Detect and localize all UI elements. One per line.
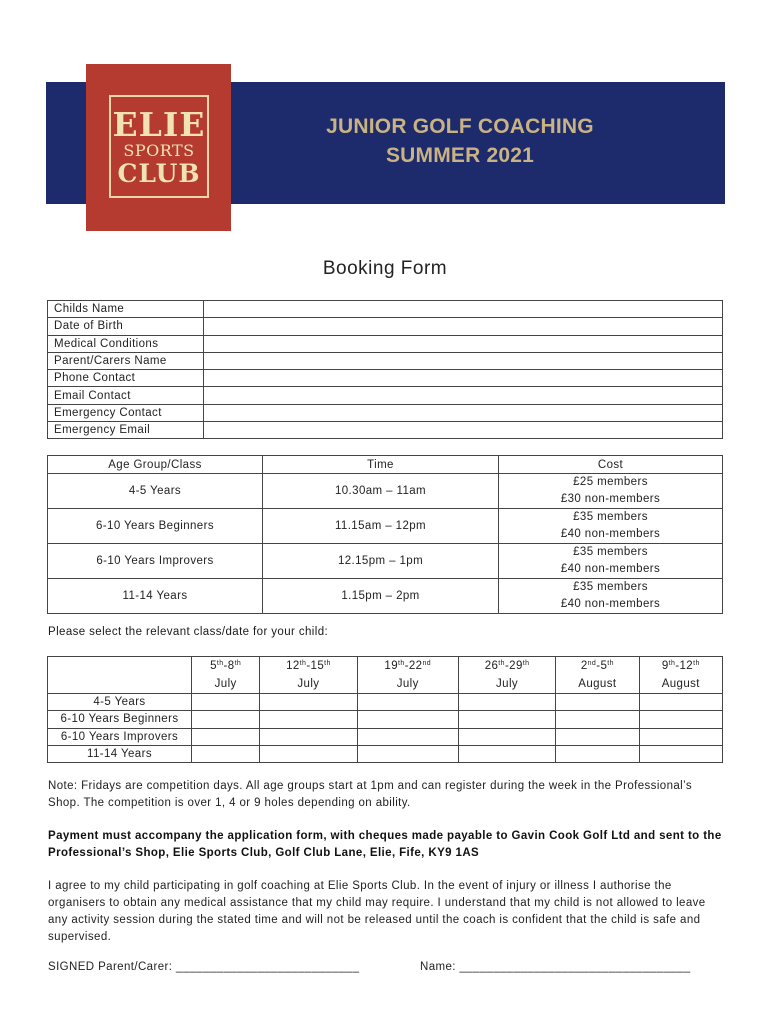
date-separator: -: [596, 660, 601, 672]
date-separator: -: [223, 660, 228, 672]
detail-row: [48, 335, 723, 352]
date-select-cell[interactable]: [556, 728, 639, 745]
date-end-suffix: th: [234, 660, 242, 667]
class-cost: [499, 474, 723, 509]
date-range: [260, 657, 356, 675]
date-column-header: [192, 657, 260, 694]
detail-row: [48, 301, 723, 318]
date-selection-row: [48, 694, 723, 711]
competition-note: Note: Fridays are competition days. All age groups start at 1pm and can register during the week in the Professional’s Shop. The competition is over 1, 4 or 9 holes depending on ability.: [48, 780, 693, 809]
detail-label: Childs Name: [48, 301, 204, 318]
date-end-suffix: th: [324, 660, 331, 667]
date-end-day: 29: [509, 660, 523, 672]
detail-input-field[interactable]: [204, 387, 723, 404]
header-time: Time: [263, 456, 499, 474]
date-separator: -: [675, 660, 680, 672]
title-line-1: JUNIOR GOLF COACHING: [326, 115, 594, 138]
detail-label: Email Contact: [48, 387, 204, 404]
class-schedule-table: [47, 455, 723, 614]
detail-input-field[interactable]: [204, 352, 723, 369]
detail-row: [48, 370, 723, 387]
date-select-cell[interactable]: [458, 728, 555, 745]
date-select-cell[interactable]: [260, 728, 357, 745]
date-column-header: [260, 657, 357, 694]
date-end-suffix: th: [693, 660, 700, 667]
date-select-cell[interactable]: [639, 745, 722, 762]
date-selection-row: [48, 711, 723, 728]
date-select-cell[interactable]: [639, 711, 722, 728]
date-select-cell[interactable]: [192, 711, 260, 728]
class-header-row: [48, 456, 723, 474]
detail-input-field[interactable]: [204, 301, 723, 318]
date-start-suffix: th: [498, 660, 505, 667]
detail-input-field[interactable]: [204, 335, 723, 352]
date-start-day: 26: [484, 660, 499, 672]
detail-label: Emergency Email: [48, 422, 204, 439]
date-start-suffix: th: [668, 660, 676, 667]
cost-members: £35 members: [573, 581, 648, 593]
date-column-header: [639, 657, 722, 694]
class-row: [48, 474, 723, 509]
date-start-day: 19: [384, 660, 398, 672]
date-end-suffix: th: [522, 660, 530, 667]
date-header-blank: [48, 657, 192, 694]
date-month: August: [661, 678, 700, 690]
date-start-day: 5: [210, 660, 217, 672]
class-age-group: 11-14 Years: [48, 579, 263, 614]
class-age-group: 4-5 Years: [48, 474, 263, 509]
date-select-cell[interactable]: [357, 745, 458, 762]
date-select-cell[interactable]: [639, 728, 722, 745]
date-end-suffix: th: [607, 660, 614, 667]
date-select-cell[interactable]: [556, 745, 639, 762]
date-select-cell[interactable]: [260, 745, 357, 762]
cost-non-members: £30 non-members: [560, 493, 661, 505]
date-month: August: [578, 678, 617, 690]
detail-input-field[interactable]: [204, 404, 723, 421]
date-row-label: 4-5 Years: [48, 694, 192, 711]
payment-instructions: Payment must accompany the application form, with cheques made payable to Gavin Cook Golf Ltd and sent to the Professional’s Shop, Elie Sports Club, Golf Club Lane, Elie, Fife, KY9 1AS: [48, 830, 722, 859]
date-select-cell[interactable]: [260, 711, 357, 728]
logo-text-sports: SPORTS: [123, 140, 195, 160]
signature-line[interactable]: SIGNED Parent/Carer: ___________________________: [48, 961, 360, 973]
cost-non-members: £40 non-members: [560, 563, 661, 575]
cost-non-members: £40 non-members: [560, 528, 661, 540]
detail-label: Phone Contact: [48, 370, 204, 387]
date-end-day: 8: [227, 660, 235, 672]
club-logo: [86, 64, 231, 231]
class-row: [48, 544, 723, 579]
date-end-day: 12: [679, 660, 694, 672]
date-range: [640, 657, 722, 675]
date-select-cell[interactable]: [556, 694, 639, 711]
cost-members: £35 members: [573, 511, 648, 523]
date-select-cell[interactable]: [357, 728, 458, 745]
date-month: July: [214, 678, 237, 690]
child-details-table: [47, 300, 723, 439]
detail-input-field[interactable]: [204, 318, 723, 335]
cost-non-members: £40 non-members: [560, 598, 661, 610]
detail-label: Emergency Contact: [48, 404, 204, 421]
date-column-header: [556, 657, 639, 694]
class-row: [48, 579, 723, 614]
date-range: [192, 657, 259, 675]
logo-frame: [109, 95, 209, 198]
header-cost: Cost: [499, 456, 723, 474]
date-selection-row: [48, 745, 723, 762]
date-selection-row: [48, 728, 723, 745]
date-select-cell[interactable]: [639, 694, 722, 711]
class-time: 1.15pm – 2pm: [263, 579, 499, 614]
date-select-cell[interactable]: [260, 694, 357, 711]
date-select-cell[interactable]: [458, 694, 555, 711]
select-prompt: Please select the relevant class/date for your child:: [48, 626, 329, 638]
date-end-day: 22: [408, 660, 423, 672]
date-select-cell[interactable]: [192, 745, 260, 762]
date-range: [556, 657, 638, 675]
date-start-suffix: nd: [587, 660, 597, 667]
detail-row: [48, 404, 723, 421]
date-select-cell[interactable]: [357, 694, 458, 711]
class-cost: [499, 509, 723, 544]
consent-statement: I agree to my child participating in golf coaching at Elie Sports Club. In the event of injury or illness I authorise the organisers to obtain any medical assistance that my child may require. I understand that my child is not allowed to leave any activity session during the stated time and will not be released until the coach is confident that the child is safe and supervised.: [48, 880, 706, 943]
form-title: Booking Form: [322, 258, 448, 279]
date-row-label: 6-10 Years Improvers: [48, 728, 192, 745]
date-range: [358, 657, 458, 675]
class-age-group: 6-10 Years Beginners: [48, 509, 263, 544]
class-cost: [499, 579, 723, 614]
class-age-group: 6-10 Years Improvers: [48, 544, 263, 579]
detail-row: [48, 352, 723, 369]
class-row: [48, 509, 723, 544]
date-start-day: 9: [661, 660, 669, 672]
date-end-day: 5: [600, 660, 608, 672]
date-start-suffix: th: [398, 660, 405, 667]
date-select-cell[interactable]: [458, 711, 555, 728]
date-end-day: 15: [310, 660, 325, 672]
date-select-cell[interactable]: [556, 711, 639, 728]
cost-members: £35 members: [573, 546, 648, 558]
date-select-cell[interactable]: [357, 711, 458, 728]
class-time: 12.15pm – 1pm: [263, 544, 499, 579]
date-start-suffix: th: [216, 660, 224, 667]
class-time: 11.15am – 12pm: [263, 509, 499, 544]
date-separator: -: [504, 660, 510, 672]
logo-text-elie: ELIE: [112, 104, 206, 144]
header-age-group: Age Group/Class: [48, 456, 263, 474]
page-title: [230, 112, 690, 170]
cost-members: £25 members: [573, 476, 648, 488]
detail-row: [48, 387, 723, 404]
date-start-day: 12: [286, 660, 300, 672]
date-header-row: [48, 657, 723, 694]
date-month: July: [297, 678, 320, 690]
detail-input-field[interactable]: [204, 370, 723, 387]
date-column-header: [357, 657, 458, 694]
date-month: July: [396, 678, 419, 690]
name-line[interactable]: Name: __________________________________: [420, 961, 691, 973]
date-row-label: 11-14 Years: [48, 745, 192, 762]
class-cost: [499, 544, 723, 579]
date-row-label: 6-10 Years Beginners: [48, 711, 192, 728]
detail-row: [48, 318, 723, 335]
logo-text-club: CLUB: [117, 158, 201, 188]
date-end-suffix: nd: [422, 660, 432, 667]
detail-label: Medical Conditions: [48, 335, 204, 352]
date-select-cell[interactable]: [192, 694, 260, 711]
title-line-2: SUMMER 2021: [385, 144, 535, 167]
detail-label: Parent/Carers Name: [48, 352, 204, 369]
class-time: 10.30am – 11am: [263, 474, 499, 509]
date-start-suffix: th: [299, 660, 307, 667]
date-select-cell[interactable]: [192, 728, 260, 745]
date-separator: -: [404, 660, 409, 672]
date-start-day: 2: [580, 660, 588, 672]
date-month: July: [496, 678, 519, 690]
detail-row: [48, 422, 723, 439]
date-separator: -: [306, 660, 311, 672]
date-select-cell[interactable]: [458, 745, 555, 762]
date-column-header: [458, 657, 555, 694]
date-range: [459, 657, 555, 675]
detail-label: Date of Birth: [48, 318, 204, 335]
detail-input-field[interactable]: [204, 422, 723, 439]
date-selection-table: [47, 656, 723, 763]
